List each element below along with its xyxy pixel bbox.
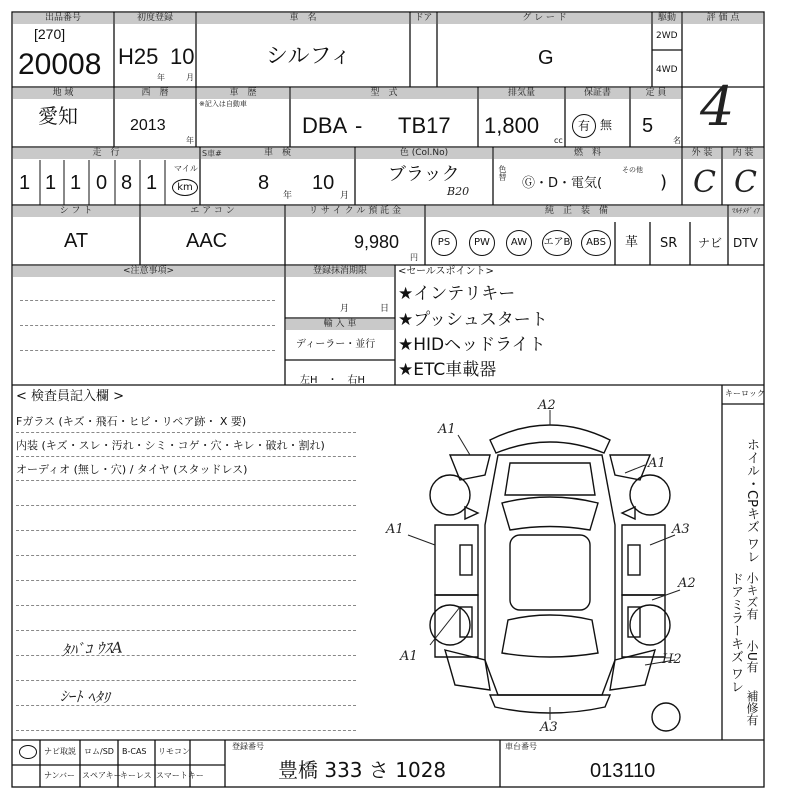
mileage-digit-2: 1 [45, 172, 57, 194]
right-note-2: ドアミラーキズ ワレ [728, 572, 743, 694]
inspector-note-3: オーディオ (無し・穴) / タイヤ (スタッドレス) [16, 463, 248, 476]
warranty-yes: 有 [572, 114, 596, 138]
hdr-first-reg: 初度登録 [115, 13, 195, 24]
inspector-line [16, 580, 356, 581]
inspector-note-2: 内装 (キズ・スレ・汚れ・シミ・コゲ・穴・キレ・破れ・割れ) [16, 439, 325, 452]
inspection-month-unit: 月 [340, 191, 350, 201]
inspector-title: < 検査員記入欄 > [16, 389, 125, 404]
hdr-interior: 内 装 [723, 148, 763, 159]
hdr-equipment: 純 正 装 備 [426, 206, 727, 217]
equip-ps: PS [431, 230, 457, 256]
history-note: ※記入は自動車 [199, 100, 247, 108]
capacity: 5 [642, 115, 654, 137]
damage-mark-right-door: A3 [672, 522, 690, 537]
hdr-car-name: 車 名 [197, 13, 409, 24]
aircon: AAC [186, 230, 228, 252]
right-note-3: 小キズ有 [745, 572, 759, 620]
right-note-1: ホイル・CPキズ ワレ [744, 438, 759, 564]
drive-4wd: 4WD [656, 65, 678, 75]
fuel-other-label: その他 [622, 166, 643, 174]
grade: G [538, 47, 554, 69]
chassis-number: 013110 [590, 760, 656, 782]
displacement: 1,800 [484, 113, 540, 138]
first-reg-era: H25 [118, 44, 159, 69]
first-reg-year-unit: 年 [157, 73, 165, 82]
hdr-sales-points: <セールスポイント> [398, 266, 494, 277]
hdr-recycle: リ サ イ ク ル 預 託 金 [286, 206, 424, 217]
inspector-line [16, 432, 356, 433]
hdr-score: 評 価 点 [683, 13, 763, 24]
first-reg-month-unit: 月 [186, 73, 194, 82]
damage-mark-left-rear: A1 [400, 649, 418, 664]
registration-number: 豊橋 333 さ 1028 [278, 758, 447, 782]
hdr-year: 西 暦 [115, 88, 195, 99]
region: 愛知 [38, 104, 78, 128]
handwritten-note-2: ｼｰﾄ ﾍﾀﾘ [59, 687, 111, 707]
inspector-line [16, 730, 356, 731]
inspection-year-unit: 年 [283, 191, 293, 201]
damage-mark-rear-right: H2 [662, 652, 682, 667]
chassis-no-label: 車台番号 [505, 742, 537, 751]
color-name: ブラック [388, 164, 460, 185]
equip-abs: ABS [581, 230, 611, 256]
option-remote: リモコン [158, 747, 190, 756]
damage-mark-left-door: A1 [386, 522, 404, 537]
inspector-line [16, 505, 356, 506]
drive-2wd: 2WD [656, 31, 678, 41]
hdr-import: 輸 入 車 [286, 319, 394, 330]
sales-point-4: ★ETC車載器 [398, 360, 497, 380]
hdr-aircon: エ ア コ ン [141, 206, 284, 217]
mileage-unit-km: km [172, 179, 198, 196]
equip-navi: ナビ [698, 236, 723, 250]
option-navi-manual: ナビ取説 [44, 747, 76, 756]
exterior-grade: C [693, 165, 716, 200]
mileage-digit-1: 1 [19, 172, 31, 194]
option-spare-key: スペアキー [82, 771, 122, 780]
option-smart-key: スマートキー [156, 771, 204, 780]
note-line [20, 325, 275, 326]
hdr-reg-deadline: 登録抹消期限 [286, 266, 394, 277]
capacity-unit: 名 [673, 136, 681, 145]
first-reg-month: 10 [170, 44, 195, 69]
model-code: TB17 [398, 113, 451, 138]
hdr-exterior: 外 装 [683, 148, 721, 159]
damage-mark-front-left: A1 [438, 422, 456, 437]
hdr-grade: グ レ ー ド [438, 13, 651, 24]
lot-number: 20008 [18, 48, 102, 81]
inspector-line [16, 456, 356, 457]
handwritten-note-1: ﾀﾊﾞｺ ｳｽA [61, 638, 124, 660]
inspector-line [16, 680, 356, 681]
hdr-notes: <注意事項> [13, 266, 284, 277]
damage-mark-front: A2 [538, 398, 556, 413]
sales-point-2: ★プッシュスタート [398, 310, 548, 330]
inspector-line [16, 630, 356, 631]
hdr-inspection: 車 検 [201, 148, 354, 159]
equip-aw: AW [506, 230, 532, 256]
damage-mark-right-rear: A2 [678, 576, 696, 591]
mileage-digit-3: 1 [70, 172, 82, 194]
option-bcas: B-CAS [122, 747, 147, 756]
note-line [20, 300, 275, 301]
inspector-line [16, 480, 356, 481]
inspection-label: S車# [202, 149, 222, 158]
hdr-history: 車 歴 [197, 88, 289, 99]
hdr-lot: 出品番号 [13, 13, 113, 24]
inspection-month: 10 [312, 172, 335, 194]
displacement-unit: cc [554, 136, 563, 145]
note-line [20, 350, 275, 351]
fuel-options: Ⓖ・D・電気( [522, 176, 603, 191]
hdr-displacement: 排気量 [479, 88, 564, 99]
color-change-mark: 色替 [498, 165, 507, 181]
car-diagram [386, 395, 710, 735]
model-prefix: DBA [302, 113, 348, 138]
lot-code: [270] [34, 26, 66, 42]
damage-mark-rear: A3 [540, 720, 558, 735]
hdr-capacity: 定 員 [631, 88, 681, 99]
mileage-unit-mile: マイル [174, 164, 198, 173]
hdr-shift: シ フ ト [13, 206, 139, 217]
hdr-warranty: 保証書 [566, 88, 629, 99]
warranty-no: 無 [600, 118, 613, 132]
color-code: B20 [447, 185, 470, 198]
equip-leather: 革 [625, 235, 639, 250]
right-note-5: 補修有 [745, 690, 759, 726]
hdr-mileage: 走 行 [13, 148, 199, 159]
inspector-line [16, 530, 356, 531]
sales-point-1: ★インテリキー [398, 284, 516, 304]
hdr-fuel: 燃 料 [494, 148, 681, 159]
hdr-doors: ドア [411, 13, 436, 24]
option-keyless: キーレス [120, 771, 152, 780]
option-check-icon [19, 745, 37, 759]
fuel-close: ) [660, 172, 668, 193]
hdr-model: 型 式 [291, 88, 477, 99]
mileage-digit-6: 1 [146, 172, 158, 194]
sales-point-3: ★HIDヘッドライト [398, 335, 546, 355]
reg-deadline-day: 日 [380, 304, 390, 314]
score-value: 4 [700, 75, 735, 138]
hdr-multimedia: ﾏﾙﾁﾒﾃﾞｨｱ [729, 206, 763, 217]
shift: AT [64, 230, 89, 252]
key-lock-label: キーロック [725, 389, 765, 398]
interior-grade: C [734, 165, 757, 200]
inspector-line [16, 605, 356, 606]
right-note-4: 小U有 [745, 640, 759, 673]
equip-dtv: DTV [733, 236, 758, 250]
equip-pw: PW [469, 230, 495, 256]
reg-deadline-month: 月 [340, 304, 350, 314]
recycle-unit: 円 [410, 253, 418, 262]
import-handle: 左H ・ 右H [300, 375, 366, 386]
model-year: 2013 [130, 117, 166, 134]
hdr-drive: 駆動 [653, 13, 681, 24]
damage-mark-front-right: A1 [648, 456, 666, 471]
car-name: シルフィ [266, 44, 352, 69]
inspection-year: 8 [258, 172, 270, 194]
equip-airbag: エアB [542, 230, 572, 256]
recycle-fee: 9,980 [354, 232, 400, 252]
model-year-unit: 年 [186, 136, 194, 145]
mileage-digit-5: 8 [121, 172, 133, 194]
mileage-digit-4: 0 [96, 172, 108, 194]
inspector-line [16, 555, 356, 556]
inspector-note-1: Fガラス (キズ・飛石・ヒビ・リペア跡・ X 要) [16, 415, 247, 428]
hdr-region: 地 域 [13, 88, 113, 99]
model-dash: - [355, 113, 363, 138]
option-rom-sd: ロム/SD [84, 747, 114, 756]
equip-sunroof: SR [660, 236, 678, 251]
import-dealer: ディーラー・並行 [296, 339, 376, 350]
option-number: ナンバー [44, 771, 76, 780]
reg-no-label: 登録番号 [232, 742, 264, 751]
hdr-color: 色 (Col.No) [356, 148, 492, 159]
